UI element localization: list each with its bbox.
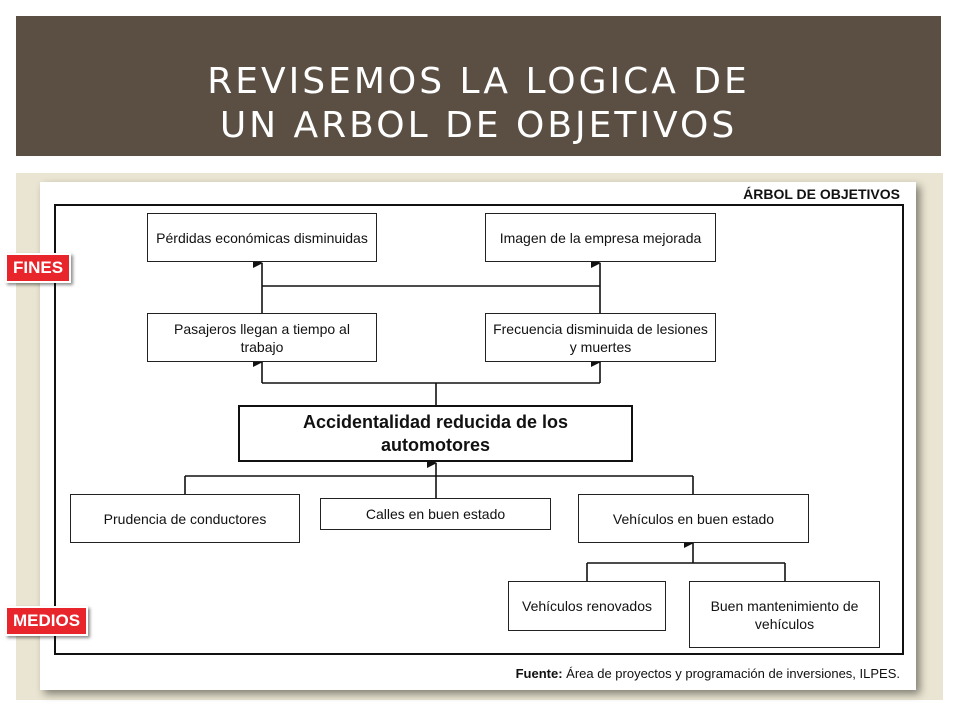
diagram-heading: ÁRBOL DE OBJETIVOS (743, 186, 900, 202)
node-frecuencia-lesiones: Frecuencia disminuida de lesiones y muertes (485, 313, 716, 362)
node-buen-mantenimiento: Buen mantenimiento de vehículos (689, 581, 880, 648)
node-vehiculos-renovados: Vehículos renovados (508, 581, 666, 631)
fines-label: FINES (5, 253, 71, 283)
node-imagen-empresa: Imagen de la empresa mejorada (485, 213, 716, 262)
node-vehiculos-buen-estado: Vehículos en buen estado (578, 494, 809, 543)
node-prudencia-conductores: Prudencia de conductores (70, 494, 300, 543)
node-perdidas-economicas: Pérdidas económicas disminuidas (147, 213, 377, 262)
medios-label: MEDIOS (5, 606, 88, 636)
slide-title-line-2: UN ARBOL DE OBJETIVOS (219, 105, 738, 146)
diagram-source (360, 666, 900, 681)
node-calles-buen-estado: Calles en buen estado (320, 498, 551, 530)
slide-title-line-1: REVISEMOS LA LOGICA DE (207, 61, 750, 102)
node-accidentalidad-reducida: Accidentalidad reducida de los automotores (238, 405, 633, 462)
source-label: Fuente: (515, 666, 563, 681)
node-pasajeros-tiempo: Pasajeros llegan a tiempo al trabajo (147, 313, 377, 362)
source-text: Área de proyectos y programación de inversiones, ILPES. (562, 666, 900, 681)
